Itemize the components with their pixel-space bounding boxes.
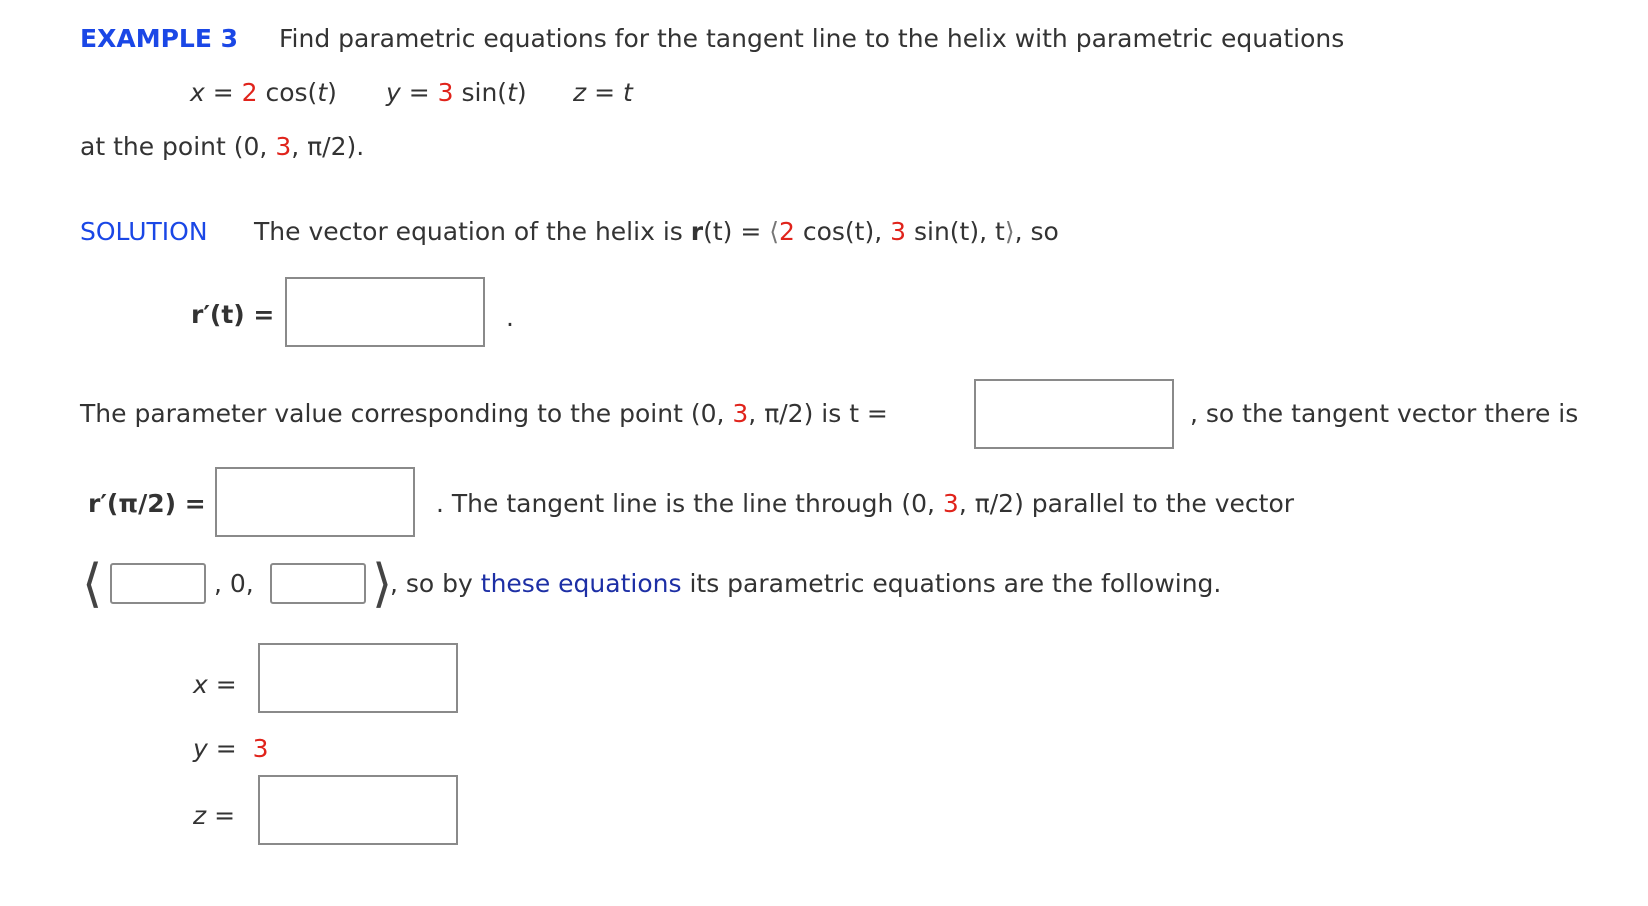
rprime-label: r′(t) = [191,300,275,329]
eq-y: y = 3 sin(t) [386,78,527,107]
vector-equation: The vector equation of the helix is r(t) = ⟨2 cos(t), 3 sin(t), t⟩, so [254,217,1059,246]
tangent-there-text: , so the tangent vector there is [1190,399,1579,428]
param-text: The parameter value corresponding to the point (0, 3, π/2) is t = [80,399,888,428]
tangent-line-text: . The tangent line is the line through (0, 3, π/2) parallel to the vector [436,489,1295,518]
example-prompt: Find parametric equations for the tangent line to the helix with parametric equations [279,24,1345,53]
period-1: . [506,303,514,332]
y-eq: y = 3 [193,734,269,763]
rpi-input[interactable] [215,467,415,537]
left-angle-bracket: ⟨ [82,554,103,614]
these-equations-link[interactable]: these equations [480,569,682,598]
vec-zero: , 0, [214,569,254,598]
vector-tail-text: , so by these equations its parametric equations are the following. [390,569,1222,598]
t-input[interactable] [974,379,1174,449]
eq-z: z = t [573,78,633,107]
solution-label: SOLUTION [80,217,208,246]
z-input[interactable] [258,775,458,845]
z-eq-label: z = [193,801,236,830]
eq-x: x = 2 cos(t) [190,78,337,107]
x-eq-label: x = [193,670,237,699]
x-input[interactable] [258,643,458,713]
vec-x-input[interactable] [110,563,206,604]
right-angle-bracket: ⟩ [372,554,393,614]
example-label: EXAMPLE 3 [80,24,239,53]
point-line: at the point (0, 3, π/2). [80,132,365,161]
vec-z-input[interactable] [270,563,366,604]
rprime-input[interactable] [285,277,485,347]
rpi-label: r′(π/2) = [88,489,206,518]
